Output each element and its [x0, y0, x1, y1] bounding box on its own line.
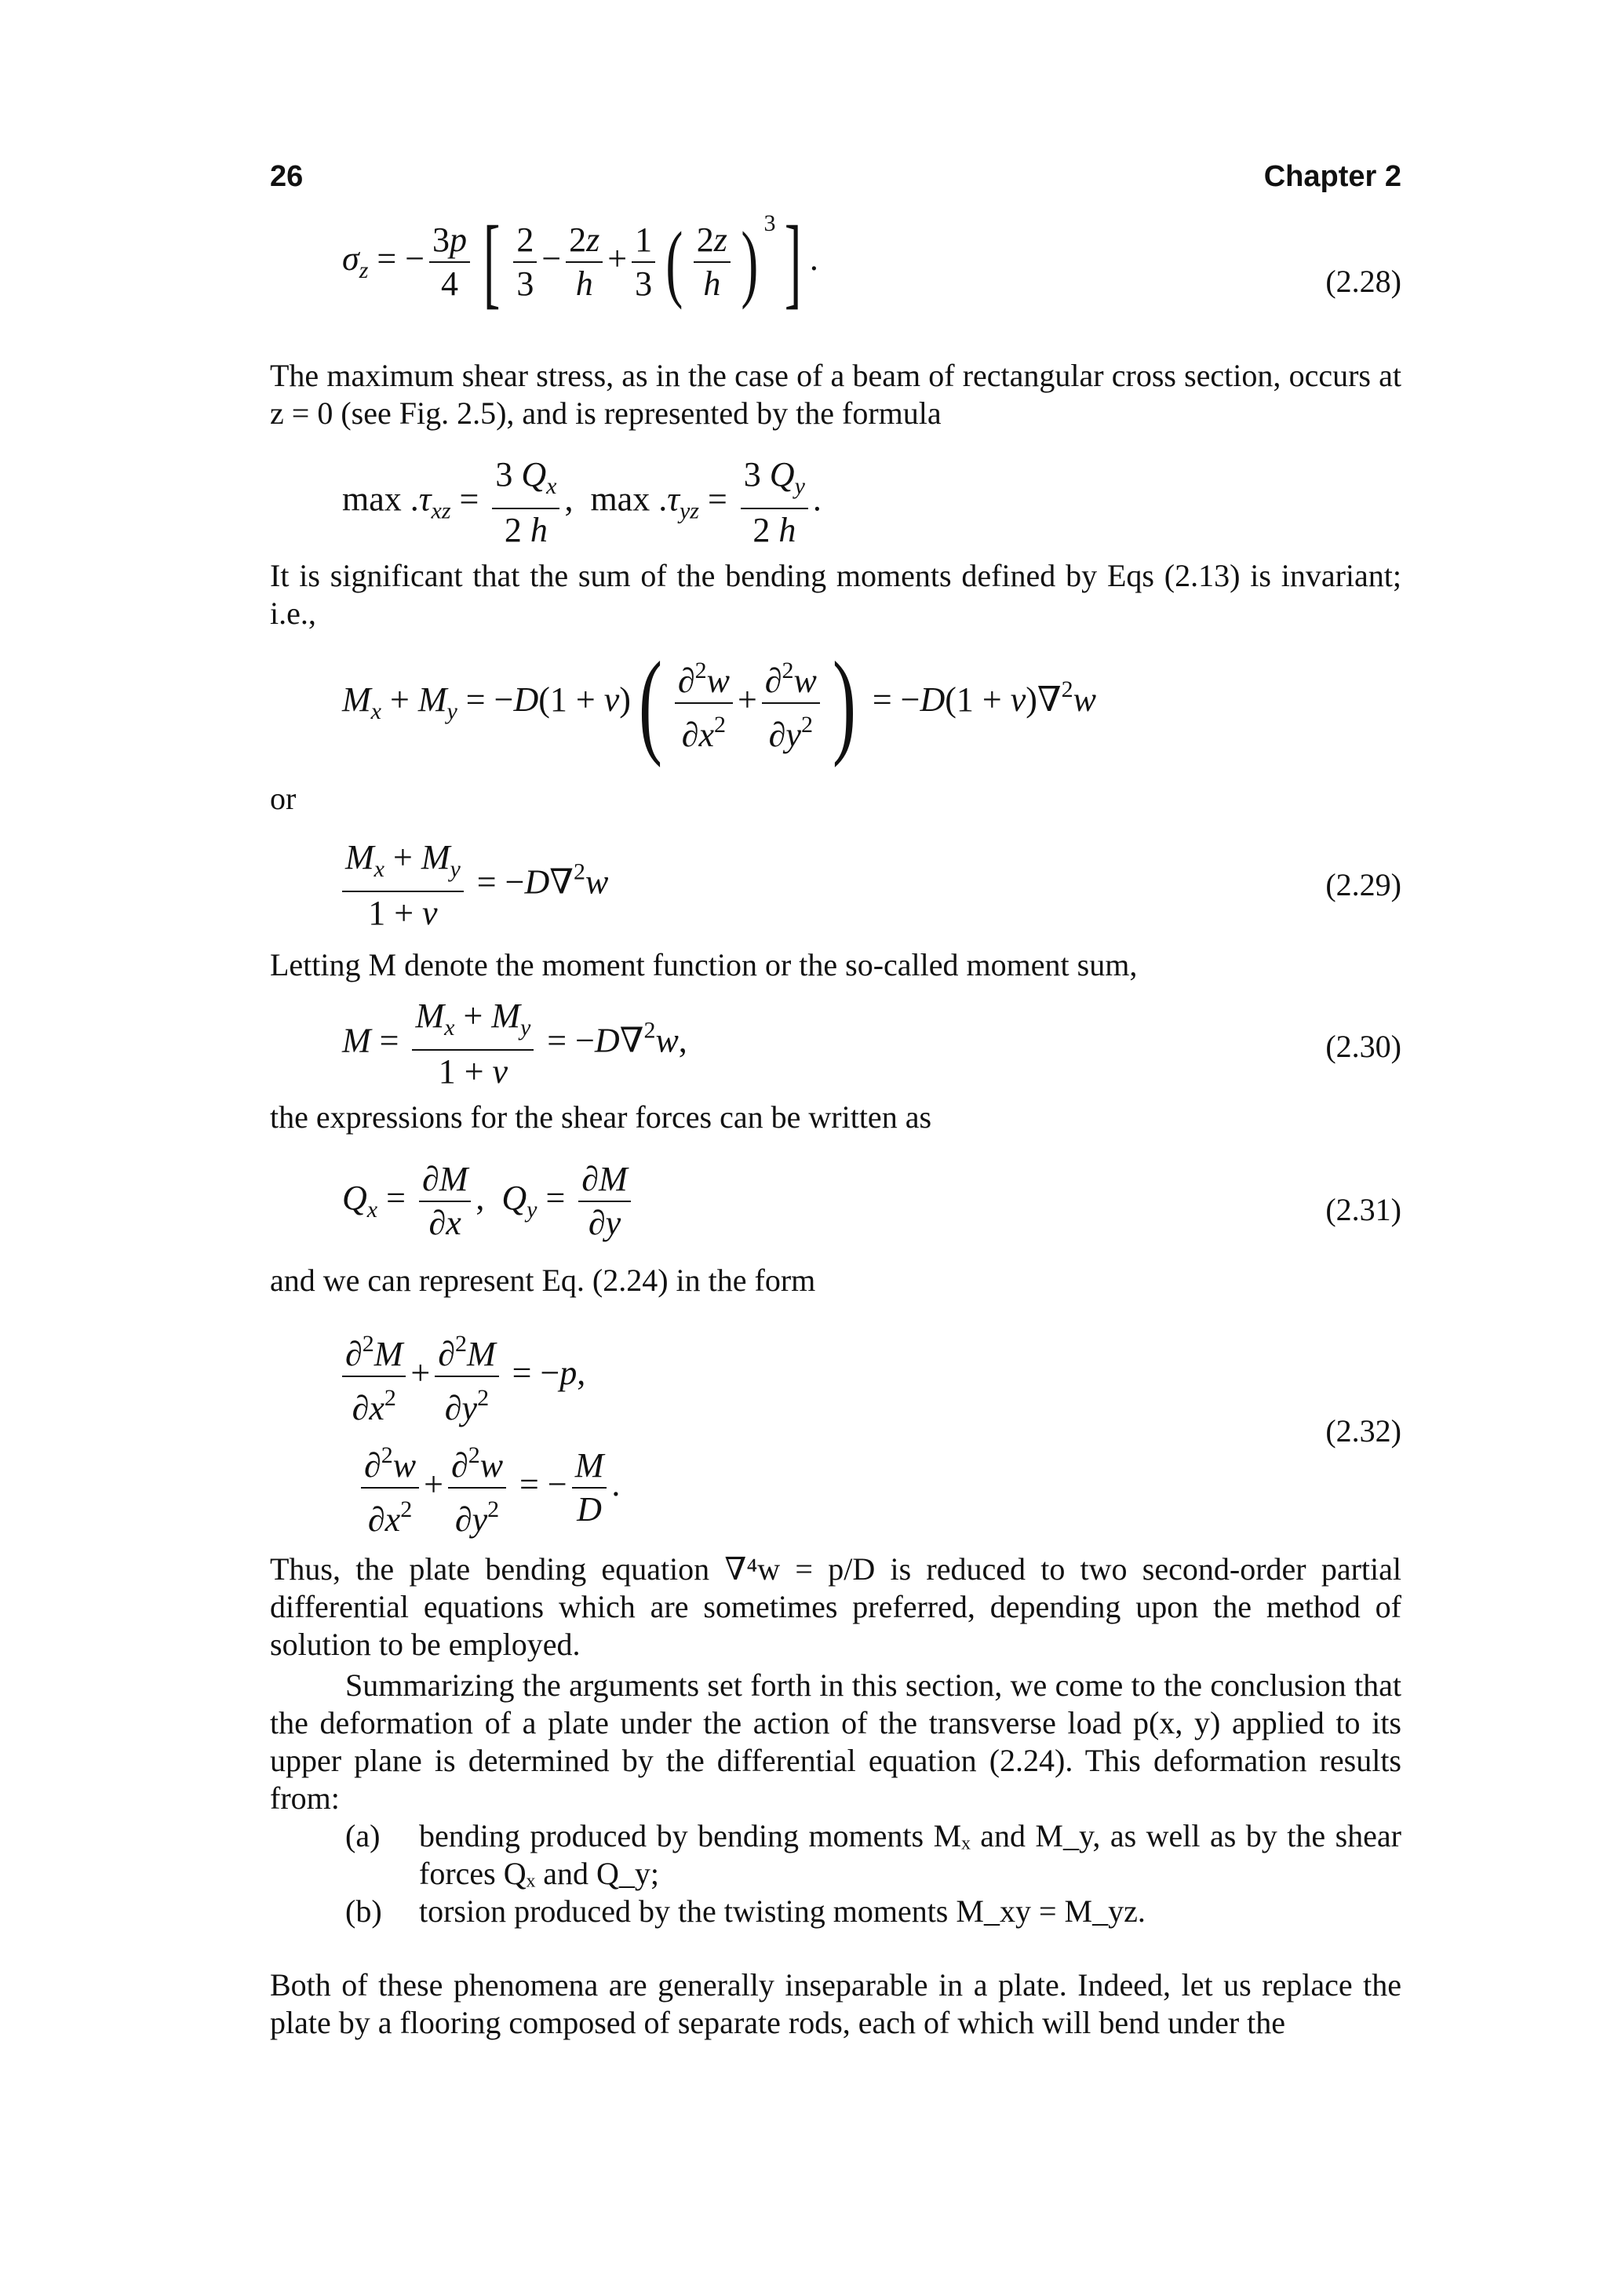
paragraph-or: or — [270, 781, 297, 816]
paragraph-phenomena: Both of these phenomena are generally inseparable in a plate. Indeed, let us replace the plate by a flooring composed of separate rods, each of which will bend under the — [270, 1967, 1401, 2040]
equation-2-29: $\frac{M_x + M_y}{1 + \nu}$ = −D∇$^2$w — [342, 838, 608, 933]
paragraph-invariant: It is significant that the sum of the bending moments defined by Eqs (2.13) is invariant; i.e., — [270, 558, 1401, 631]
list-item-label: (b) — [345, 1893, 382, 1929]
equation-2-31: $Q_x$ = $\frac{\partial M}{\partial x}$ , $Q_y$ = $\frac{\partial M}{\partial y}$ — [342, 1160, 636, 1243]
list-item — [345, 1893, 1401, 1930]
equation-2-30: M = $\frac{M_x + M_y}{1 + \nu}$ = −D∇$^2$w, — [342, 997, 687, 1091]
paragraph-summary: Summarizing the arguments set forth in this section, we come to the conclusion that the deformation of a plate under the action of the transverse load p(x, y) applied to its upper plane is determined by the differential equation (2.24). This deformation results from: — [270, 1667, 1401, 1816]
equation-max-shear: $\max .\tau_{xz}$ = $\frac{3 Q_x}{2 h}$ , $\max .\tau_{yz}$ = $\frac{3 Q_y}{2 h}$ . — [342, 455, 822, 549]
equation-2-32-first: $\frac{\partial^2M}{\partial x^2}$ + $\frac{\partial^2M}{\partial y^2}$ = −p, — [342, 1325, 585, 1428]
equation-2-32-second: $\frac{\partial^2w}{\partial x^2}$ + $\frac{\partial^2w}{\partial y^2}$ = − $\frac{M}{D}$ . — [361, 1436, 620, 1540]
paragraph-represent-eq: and we can represent Eq. (2.24) in the form — [270, 1263, 816, 1298]
paragraph-moment-sum: Letting M denote the moment function or the so-called moment sum, — [270, 947, 1138, 982]
equation-number-2-30: (2.30) — [1325, 1029, 1401, 1064]
equation-number-2-28: (2.28) — [1325, 264, 1401, 299]
list-item-label: (a) — [345, 1818, 381, 1853]
paragraph-shear-forces: the expressions for the shear forces can be written as — [270, 1099, 932, 1135]
equation-number-2-29: (2.29) — [1325, 867, 1401, 902]
paragraph-shear-stress: The maximum shear stress, as in the case of a beam of rectangular cross section, occurs at z = 0 (see Fig. 2.5), and is represented by the formula — [270, 358, 1401, 431]
equation-number-2-32: (2.32) — [1325, 1413, 1401, 1449]
chapter-title: Chapter 2 — [1263, 160, 1401, 193]
equation-number-2-31: (2.31) — [1325, 1192, 1401, 1227]
equation-2-28: $\sigma_z$ = − $\frac{3p}{4}$ [ $\frac{2}{3}$ − $\frac{2z}{h}$ + $\frac{1}{3}$ ( $\frac{2z}{h}$ ) $^3$] . — [342, 205, 818, 319]
list-item-text: bending produced by bending moments Mₓ and M_y, as well as by the shear forces Qₓ and Q_y; — [419, 1818, 1401, 1891]
list-item-text: torsion produced by the twisting moments M_xy = M_yz. — [419, 1893, 1146, 1929]
list-item — [345, 1817, 1401, 1893]
page-number: 26 — [270, 160, 304, 193]
equation-moment-invariant: $M_x + M_y = -D(1 + \nu)$( $\frac{\partial^2w}{\partial x^2}$ + $\frac{\partial^2w}{\partial y^2}$ ) = −D(1 + ν)∇$^2$w — [342, 638, 1096, 768]
paragraph-plate-bending: Thus, the plate bending equation ∇⁴w = p/D is reduced to two second-order partial differential equations which are sometimes preferred, depending upon the method of solution to be employed. — [270, 1551, 1401, 1662]
